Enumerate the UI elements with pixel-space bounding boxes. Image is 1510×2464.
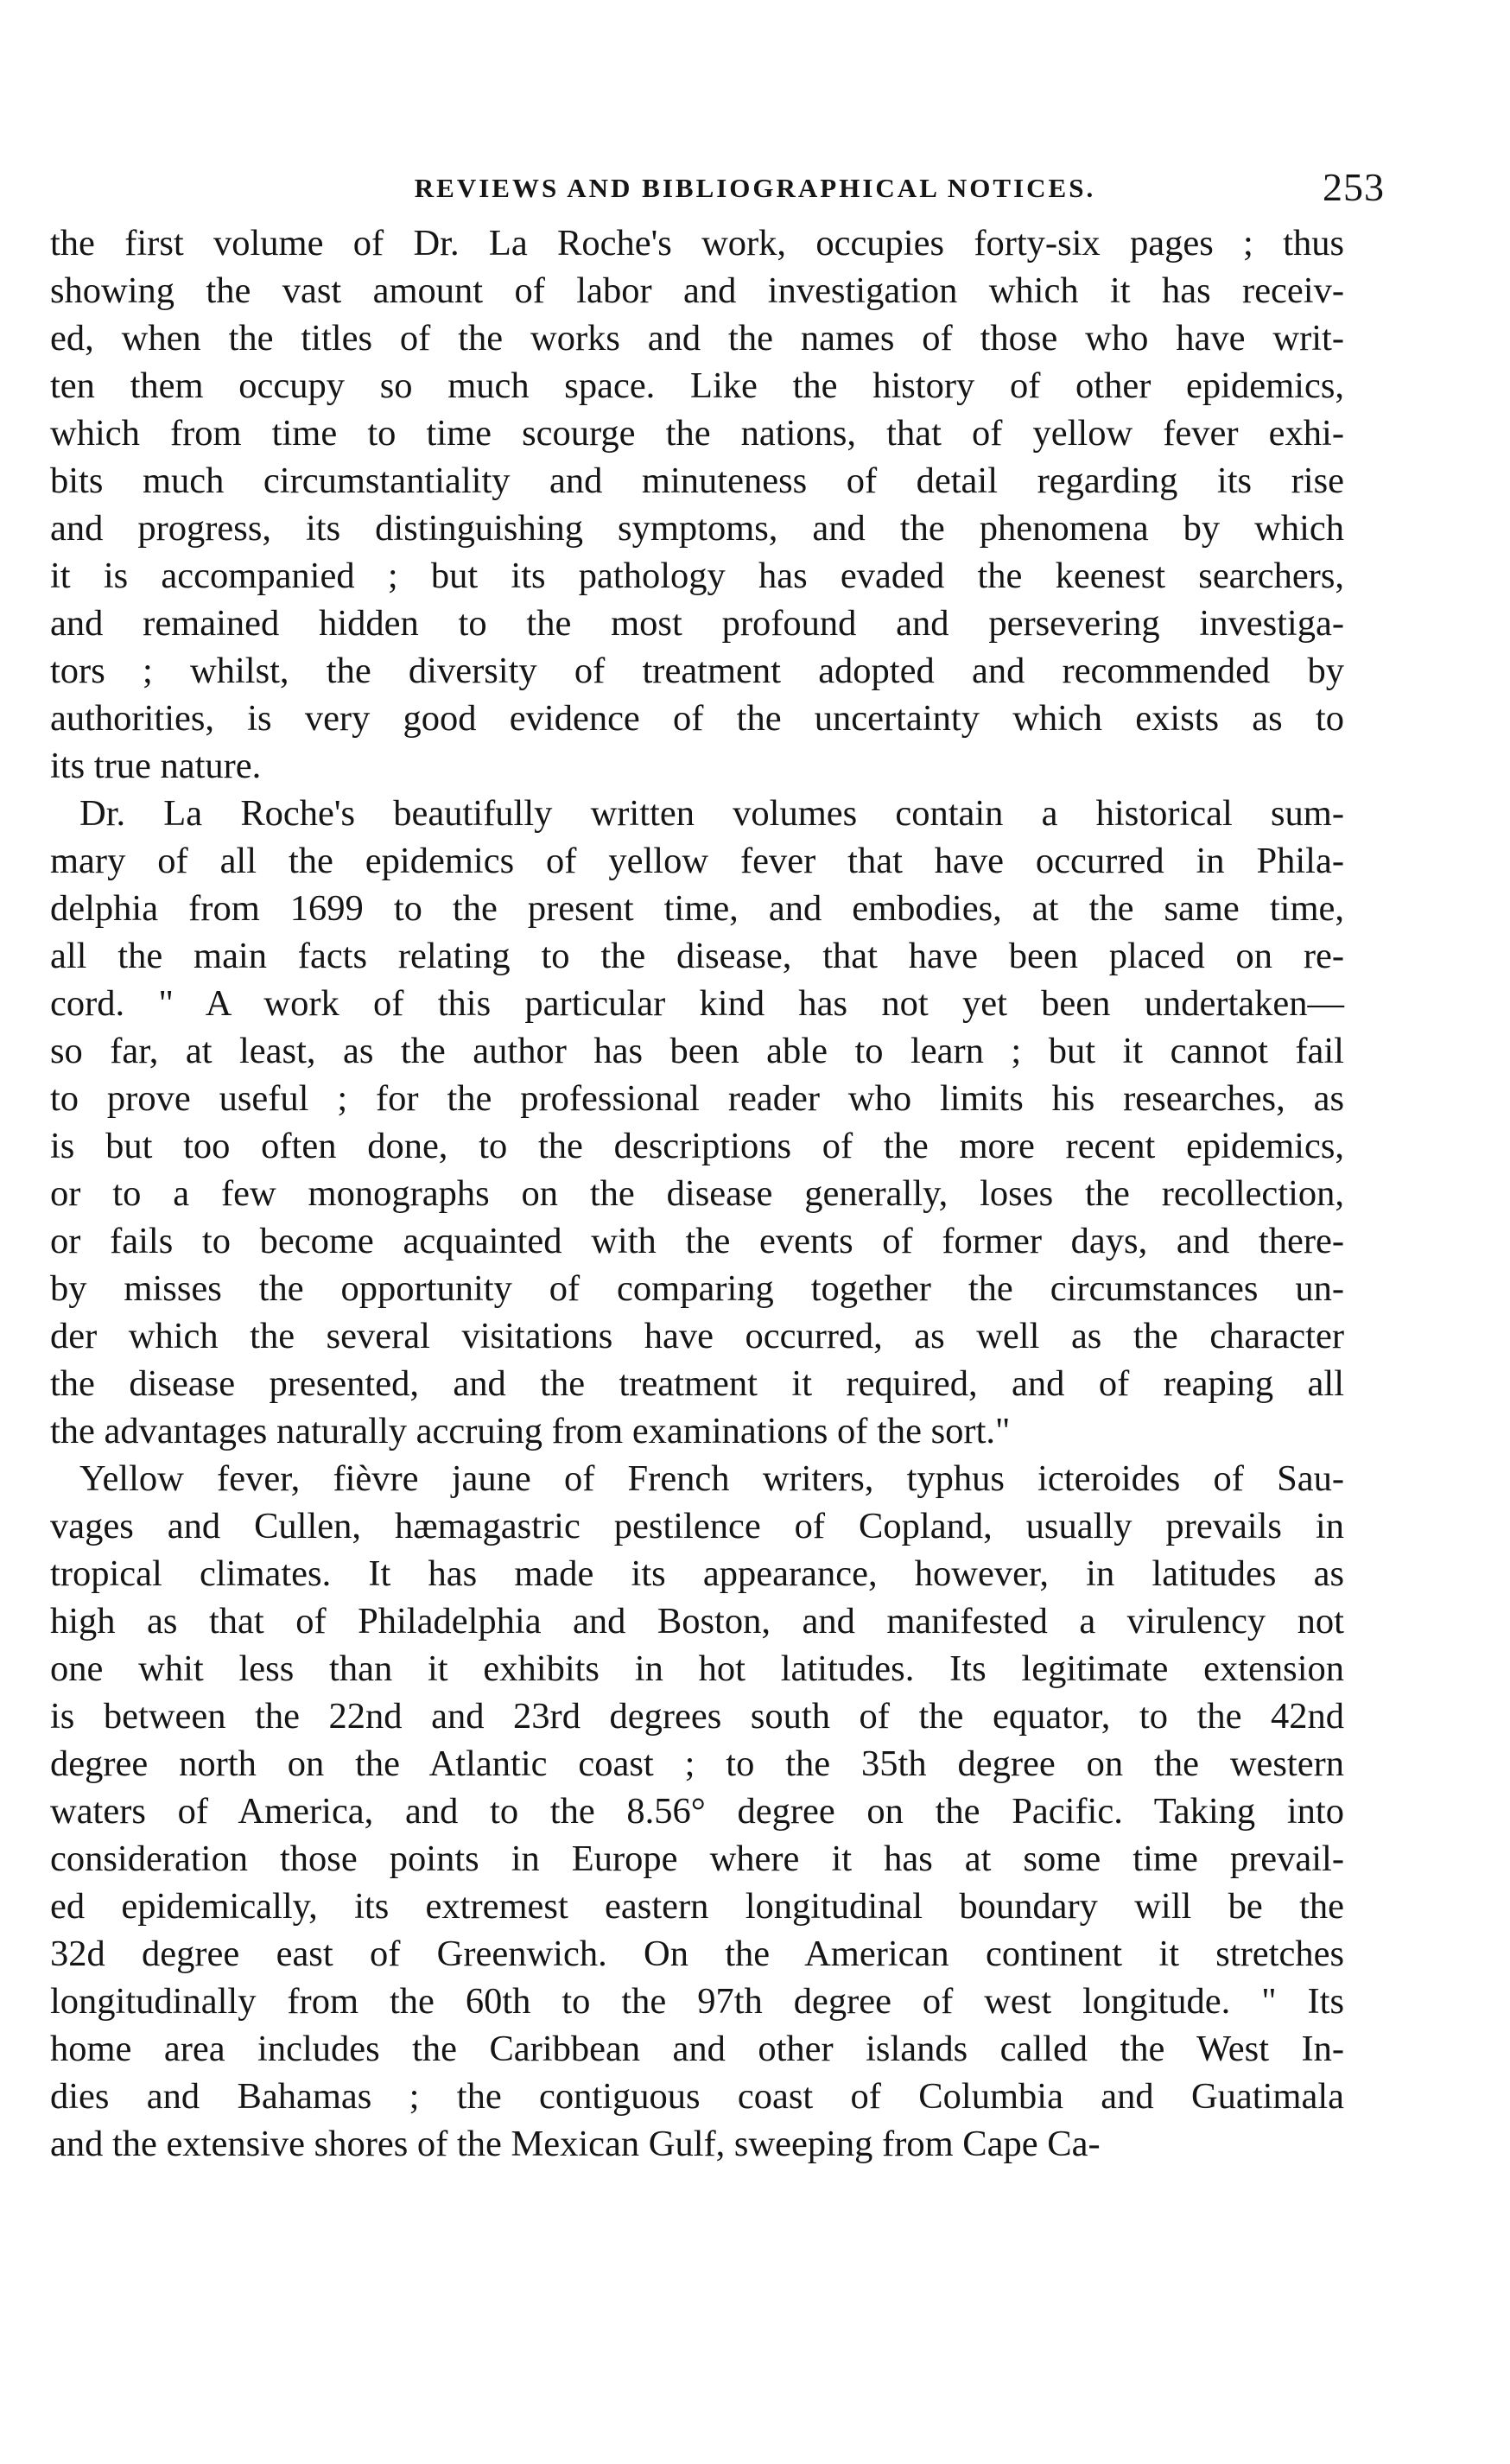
- text-line: it is accompanied ; but its pathology has evaded the keenest searchers,: [50, 556, 1344, 596]
- text-line: the disease presented, and the treatment it required, and of reaping all: [50, 1363, 1344, 1404]
- text-line: vages and Cullen, hæmagastric pestilence of Copland, usually prevails in: [50, 1506, 1344, 1546]
- text-line: to prove useful ; for the professional reader who limits his researches, as: [50, 1078, 1344, 1119]
- running-head: [52, 166, 1458, 211]
- text-line: ten them occupy so much space. Like the history of other epidemics,: [50, 365, 1344, 406]
- paragraph: [50, 219, 1344, 790]
- text-line: home area includes the Caribbean and other islands called the West In-: [50, 2029, 1344, 2069]
- text-line: the advantages naturally accruing from examinations of the sort.": [50, 1411, 1011, 1451]
- page-number: 253: [1323, 165, 1385, 209]
- text-line: is between the 22nd and 23rd degrees south of the equator, to the 42nd: [50, 1696, 1344, 1737]
- running-title: REVIEWS AND BIBLIOGRAPHICAL NOTICES.: [414, 173, 1096, 203]
- text-line: cord. " A work of this particular kind has not yet been undertaken—: [50, 983, 1344, 1024]
- text-line: 32d degree east of Greenwich. On the American continent it stretches: [50, 1934, 1344, 1974]
- text-line: Yellow fever, fièvre jaune of French writers, typhus icteroides of Sau-: [79, 1458, 1344, 1499]
- text-line: by misses the opportunity of comparing together the circumstances un-: [50, 1268, 1344, 1309]
- text-line: degree north on the Atlantic coast ; to the 35th degree on the western: [50, 1743, 1344, 1784]
- text-line: high as that of Philadelphia and Boston, and manifested a virulency not: [50, 1601, 1344, 1642]
- text-line: so far, at least, as the author has been able to learn ; but it cannot fail: [50, 1031, 1344, 1071]
- text-line: its true nature.: [50, 746, 262, 786]
- text-line: longitudinally from the 60th to the 97th degree of west longitude. " Its: [50, 1981, 1344, 2022]
- text-line: which from time to time scourge the nations, that of yellow fever exhi-: [50, 413, 1344, 454]
- text-line: and the extensive shores of the Mexican Gulf, sweeping from Cape Ca-: [50, 2124, 1101, 2164]
- text-line: the first volume of Dr. La Roche's work, occupies forty-six pages ; thus: [50, 223, 1344, 264]
- text-line: consideration those points in Europe where it has at some time prevail-: [50, 1838, 1344, 1879]
- text-line: one whit less than it exhibits in hot latitudes. Its legitimate extension: [50, 1648, 1344, 1689]
- text-line: mary of all the epidemics of yellow fever that have occurred in Phila-: [50, 841, 1344, 881]
- text-line: delphia from 1699 to the present time, and embodies, at the same time,: [50, 888, 1344, 929]
- text-line: bits much circumstantiality and minuteness of detail regarding its rise: [50, 460, 1344, 501]
- body-text: [50, 219, 1344, 2168]
- text-line: or to a few monographs on the disease generally, loses the recollection,: [50, 1173, 1344, 1214]
- text-line: tors ; whilst, the diversity of treatment adopted and recommended by: [50, 651, 1344, 691]
- text-line: ed, when the titles of the works and the names of those who have writ-: [50, 318, 1344, 359]
- text-line: showing the vast amount of labor and investigation which it has receiv-: [50, 270, 1344, 311]
- text-line: authorities, is very good evidence of the uncertainty which exists as to: [50, 698, 1344, 739]
- text-line: is but too often done, to the descriptions of the more recent epidemics,: [50, 1126, 1344, 1166]
- text-line: waters of America, and to the 8.56° degree on the Pacific. Taking into: [50, 1791, 1344, 1832]
- text-line: all the main facts relating to the disease, that have been placed on re-: [50, 936, 1344, 976]
- text-line: Dr. La Roche's beautifully written volumes contain a historical sum-: [79, 793, 1344, 834]
- paragraph: [50, 790, 1344, 1455]
- text-line: ed epidemically, its extremest eastern longitudinal boundary will be the: [50, 1886, 1344, 1927]
- text-line: der which the several visitations have occurred, as well as the character: [50, 1316, 1344, 1356]
- text-line: and remained hidden to the most profound and persevering investiga-: [50, 603, 1344, 644]
- text-line: or fails to become acquainted with the events of former days, and there-: [50, 1221, 1344, 1261]
- paragraph: [50, 1455, 1344, 2168]
- text-line: dies and Bahamas ; the contiguous coast of Columbia and Guatimala: [50, 2076, 1344, 2117]
- text-line: and progress, its distinguishing symptoms, and the phenomena by which: [50, 508, 1344, 549]
- text-line: tropical climates. It has made its appearance, however, in latitudes as: [50, 1553, 1344, 1594]
